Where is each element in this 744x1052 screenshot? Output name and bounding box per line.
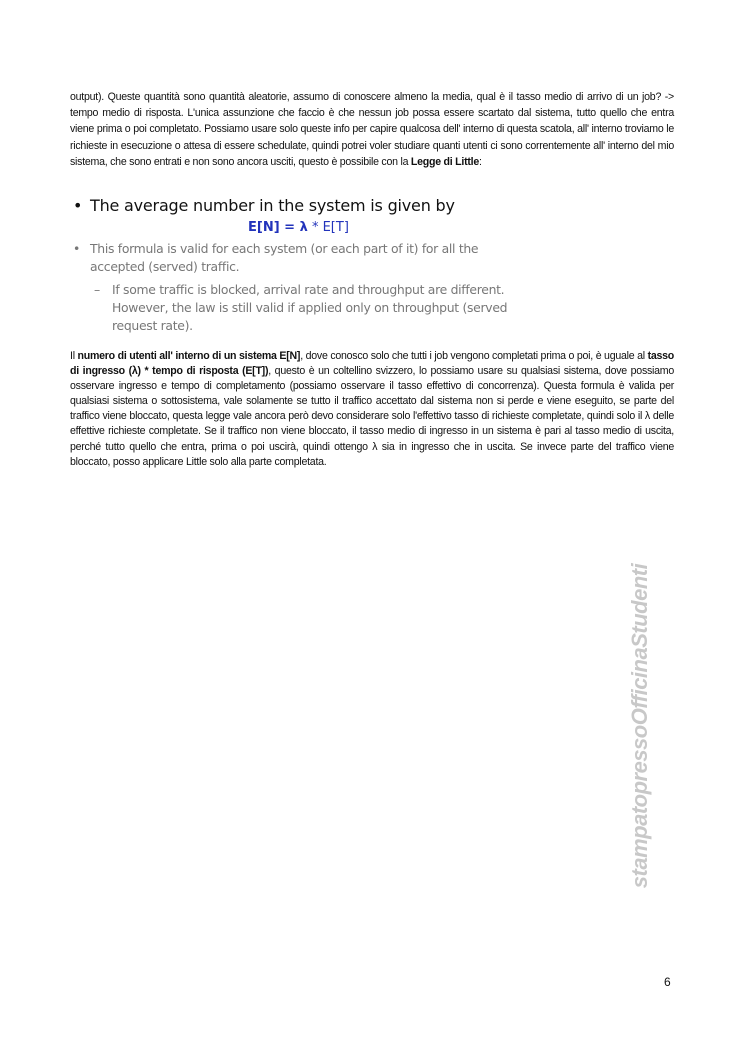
formula-bold: E[N] = λ bbox=[248, 220, 308, 235]
formula-rest: * E[T] bbox=[307, 220, 349, 235]
slide-excerpt bbox=[70, 194, 530, 335]
text-segment: , dove conosco solo che tutti i job vengono completati prima o poi, è uguale al bbox=[300, 350, 648, 362]
paragraph-end: : bbox=[478, 155, 482, 168]
paragraph-text: output). Queste quantità sono quantità aleatorie, assumo di conoscere almeno la media, qual è il tasso medio di arrivo di un job? -> tempo medio di risposta. L'unica assunzione che faccio è che nessun job possa essere scartato dal sistema, tutto quello che entra viene prima o poi completato. Possiamo usare solo queste info per capire qualcosa dell' interno di questa scatola, all' interno troviamo le richieste in esecuzione o attesa di essere schedulate, quindi potrei voler studiare quanti utenti ci sono correntemente all' interno del mio sistema, che sono entrati e non sono ancora usciti, questo è possibile con la bbox=[70, 91, 674, 168]
slide-bullet-2: • This formula is valid for each system (or each part of it) for all the accepted (served) traffic. bbox=[70, 240, 530, 276]
page-number: 6 bbox=[664, 975, 671, 989]
slide-subbullet: – If some traffic is blocked, arrival rate and throughput are different. However, the law is still valid if applied only on throughput (served request rate). bbox=[70, 281, 512, 335]
bold-segment: tasso di ingresso (λ) * tempo di risposta (E[T]) bbox=[70, 350, 674, 378]
little-formula bbox=[70, 218, 530, 238]
text-segment: Il bbox=[70, 350, 78, 362]
watermark: stampatopressoOfficinaStudenti bbox=[627, 563, 652, 889]
slide-bullet-1: • The average number in the system is given by bbox=[70, 194, 530, 218]
bold-segment: numero di utenti all' interno di un sistema E[N] bbox=[77, 350, 301, 362]
paragraph-explanation bbox=[70, 349, 674, 470]
paragraph-intro bbox=[70, 89, 674, 170]
text-segment: , questo è un coltellino svizzero, lo possiamo usare su qualsiasi sistema, dove possiamo osservare ingresso e tempo di completamento (possiamo osservare il tasso effettivo di concorrenza). Questa formula è valida per qualsiasi sistema o sottosistema, vale solamente se tutto il traffico accettato dal sistema non si perde e viene eseguito, se parte del traffico viene bloccato, questa legge vale ancora però devo considerare solo l'effettivo tasso di richieste completate, quindi solo il λ delle effettive richieste completate. Se il traffico non viene bloccato, il tasso medio di ingresso in un sistema è pari al tasso medio di uscita, perché tutto quello che entra, prima o poi uscirà, quindi ottengo λ sia in ingresso che in uscita. Se invece parte del traffico viene bloccato, posso applicare Little solo alla parte completata. bbox=[70, 365, 674, 468]
legge-di-little-bold: Legge di Little bbox=[410, 155, 479, 168]
